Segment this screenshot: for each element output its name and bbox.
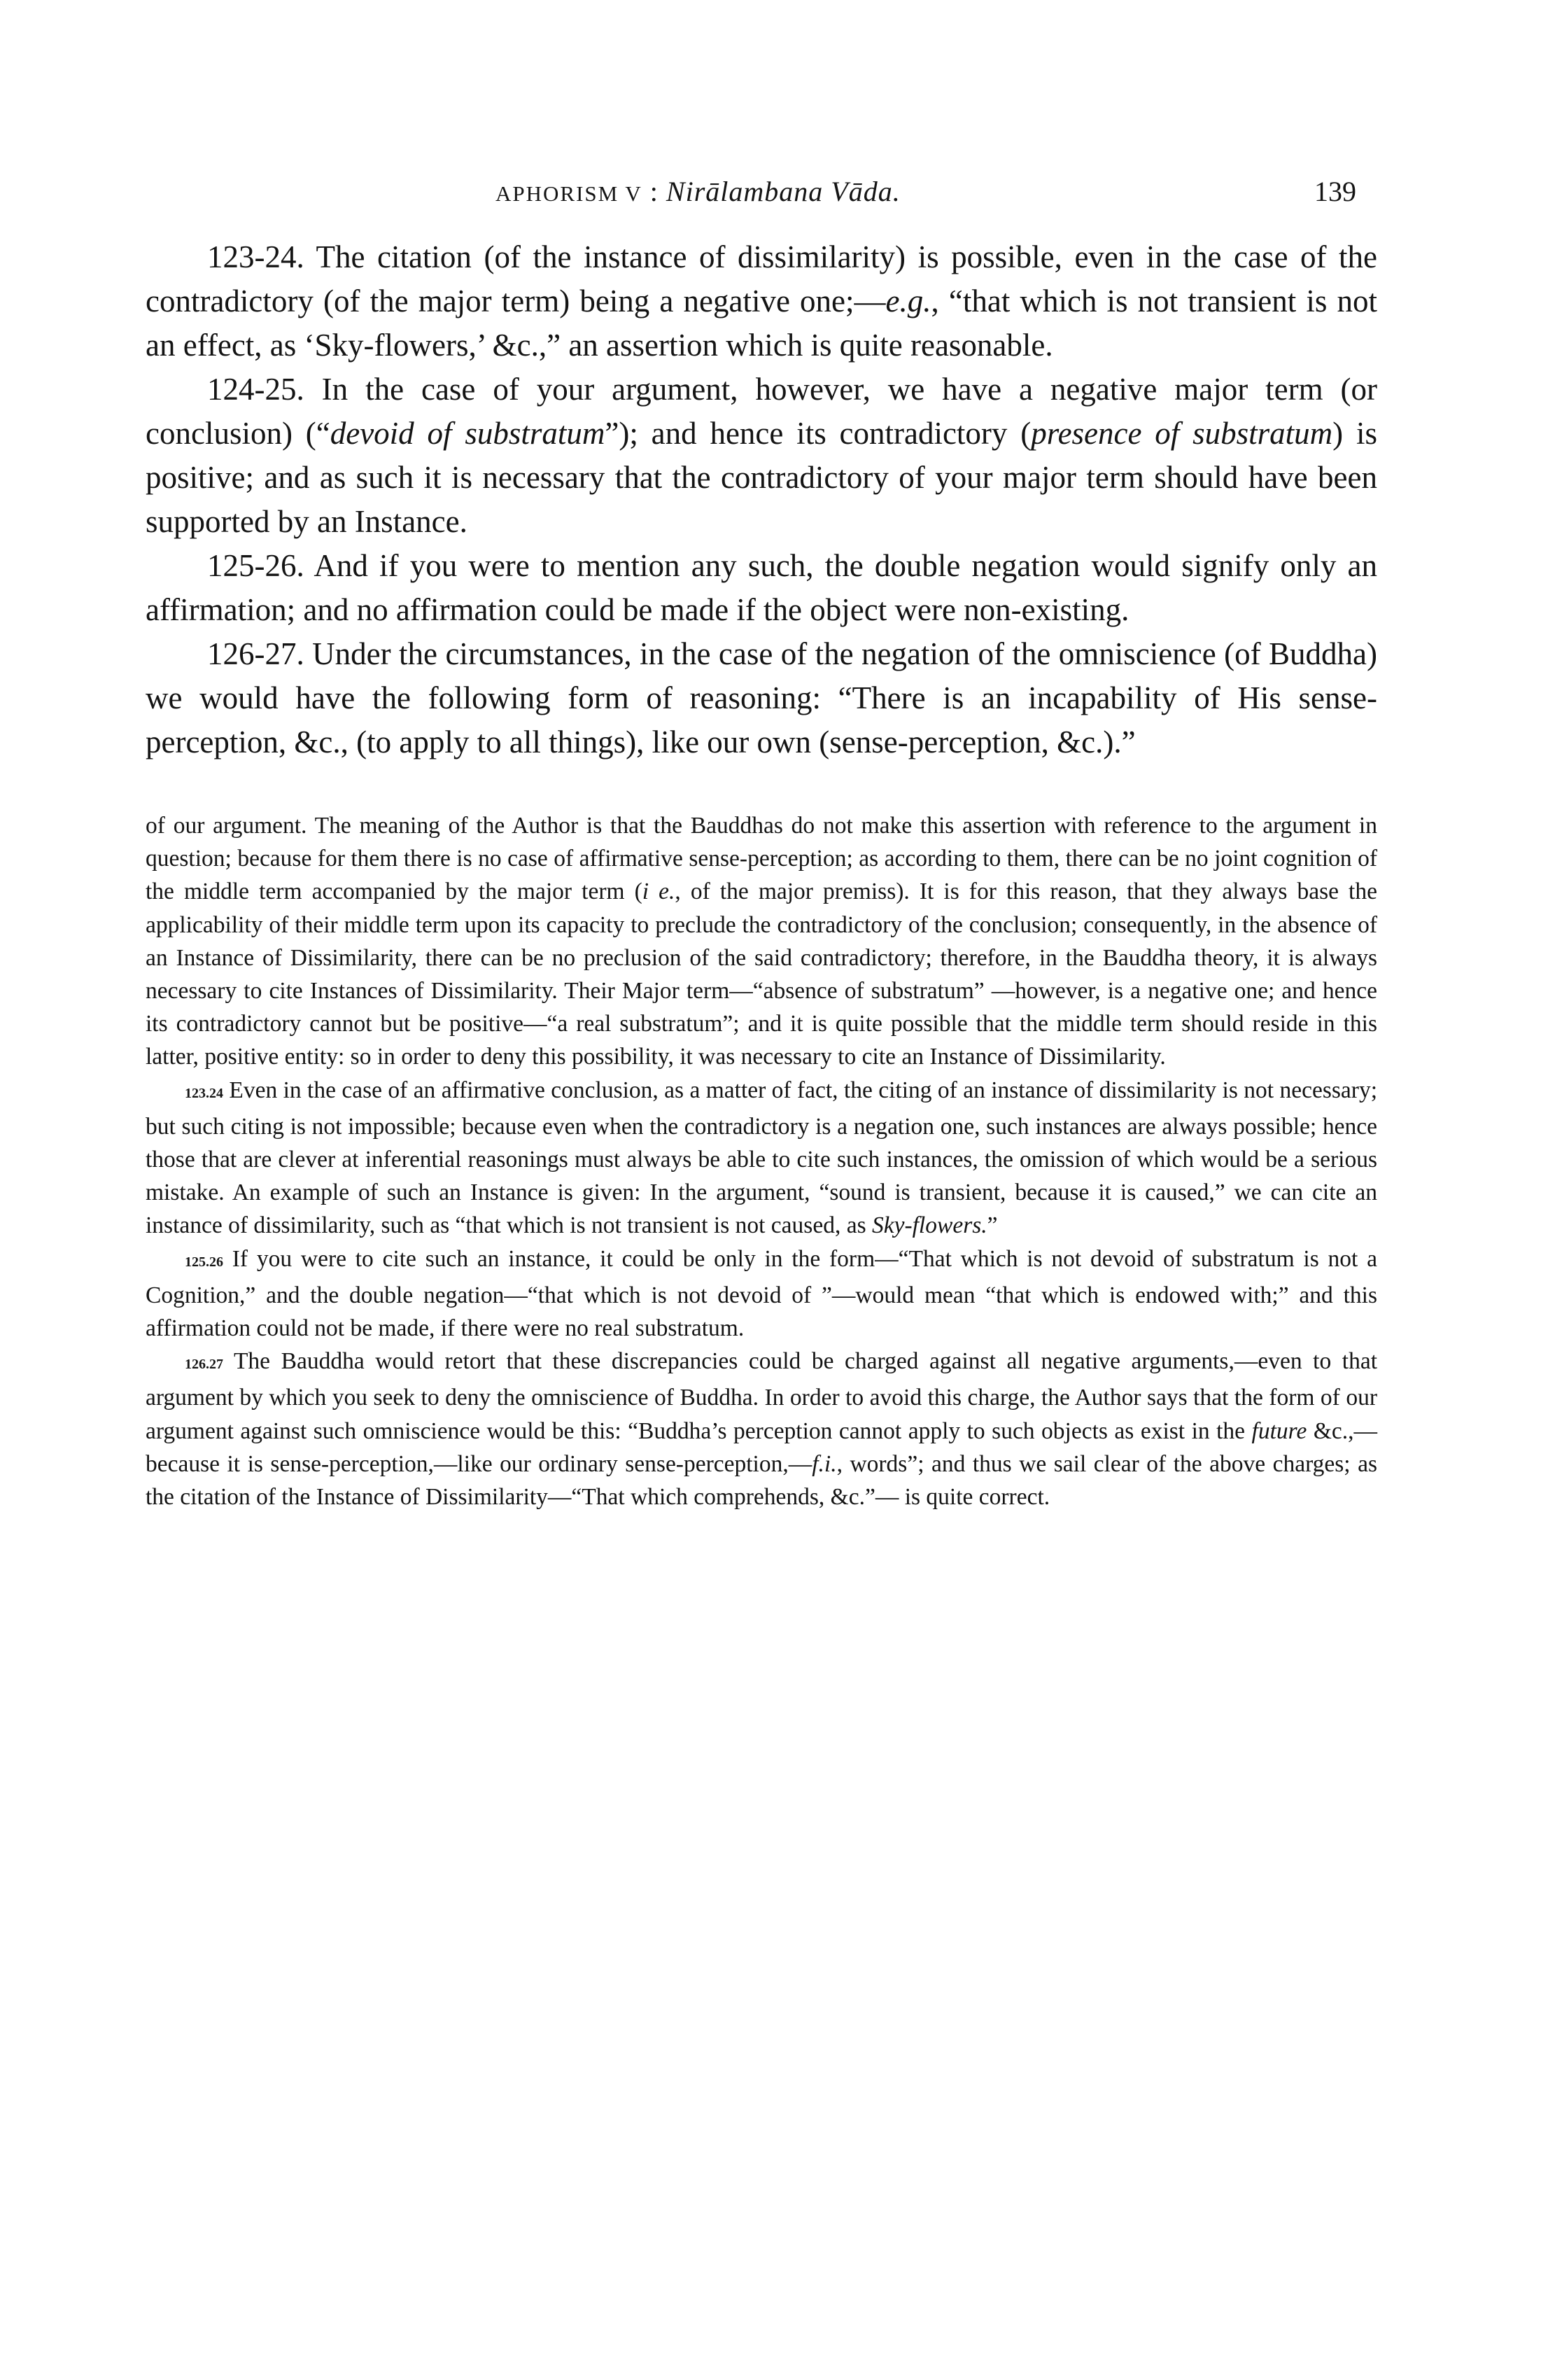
footnote-125-26: 125.26 If you were to cite such an instance, it could be only in the form—“That which is not devoid of substratum is not a Cognition,” and the double negation—“that which is not devoid of ”—would mean “that which is endowed with;” and this affirmation could not be made, if there were no real substratum.: [146, 1245, 1377, 1342]
footnote-123-24: 123.24 Even in the case of an affirmative conclusion, as a matter of fact, the citing of an instance of dissimilarity is not necessary; but such citing is not impossible; because even when the contradictory is a negation one, such instances are always possible; hence those that are clever at inferential reasonings must always be able to cite such instances, the omission of which would be a serious mistake. An example of such an Instance is given: In the argument, “sound is transient, because it is caused,” we can cite an instance of dissimilarity, such as “that which is not transient is not caused, as Sky-flowers.”: [146, 1077, 1377, 1239]
paragraph-124-25: 124-25. In the case of your argument, however, we have a negative major term (or conclusion) (“devoid of substratum”); and hence its contradictory (presence of substratum) is positive; and as such it is necessary that the contradictory of your major term should have been supported by an Instance.: [146, 372, 1377, 539]
book-page: [146, 175, 1377, 1513]
running-header: [146, 175, 1377, 225]
footnote-number: 125.26: [185, 1254, 223, 1270]
footnote-number: 123.24: [185, 1085, 223, 1101]
paragraph-123-24: 123-24. The citation (of the instance of dissimilarity) is possible, even in the case of the contradictory (of the major term) being a negative one;—e.g., “that which is not transient is not an effect, as ‘Sky-flowers,’ &c.,” an assertion which is quite reasonable.: [146, 239, 1377, 363]
main-text: [146, 235, 1377, 764]
footnote-126-27: 126.27 The Bauddha would retort that these discrepancies could be charged against all negative arguments,—even to that argument by which you seek to deny the omniscience of Buddha. In order to avoid this charge, the Author says that the form of our argument against such omniscience would be this: “Buddha’s perception cannot apply to such objects as exist in the future &c.,—because it is sense-perception,—like our ordinary sense-perception,—f.i., words”; and thus we sail clear of the above charges; as the citation of the Instance of Dissimilarity—“That which comprehends, &c.”— is quite correct.: [146, 1348, 1377, 1511]
page-number: 139: [1314, 176, 1356, 207]
footnotes: [146, 809, 1377, 1513]
footnote-number: 126.27: [185, 1357, 223, 1373]
running-title: APHORISM V : Nirālambana Vāda.: [495, 176, 901, 207]
footnote-continuation: of our argument. The meaning of the Author is that the Bauddhas do not make this assertion with reference to the argument in question; because for them there is no case of affirmative sense-perception; as according to them, there can be no joint cognition of the middle term accompanied by the major term (i e., of the major premiss). It is for this reason, that they always base the applicability of their middle term upon its capacity to preclude the contradictory of the conclusion; consequently, in the absence of an Instance of Dissimilarity, there can be no preclusion of the said contradictory; therefore, in the Bauddha theory, it is always necessary to cite Instances of Dissimilarity. Their Major term—“absence of substratum” —however, is a negative one; and hence its contradictory cannot but be positive—“a real substratum”; and it is quite possible that the middle term should reside in this latter, positive entity: so in order to deny this possibility, it was necessary to cite an Instance of Dissimilarity.: [146, 813, 1377, 1070]
paragraph-126-27: 126-27. Under the circumstances, in the case of the negation of the omniscience (of Buddha) we would have the following form of reasoning: “There is an incapability of His sense-perception, &c., (to apply to all things), like our own (sense-perception, &c.).”: [146, 636, 1377, 760]
paragraph-125-26: 125-26. And if you were to mention any such, the double negation would signify only an affirmation; and no affirmation could be made if the object were non-existing.: [146, 548, 1377, 627]
